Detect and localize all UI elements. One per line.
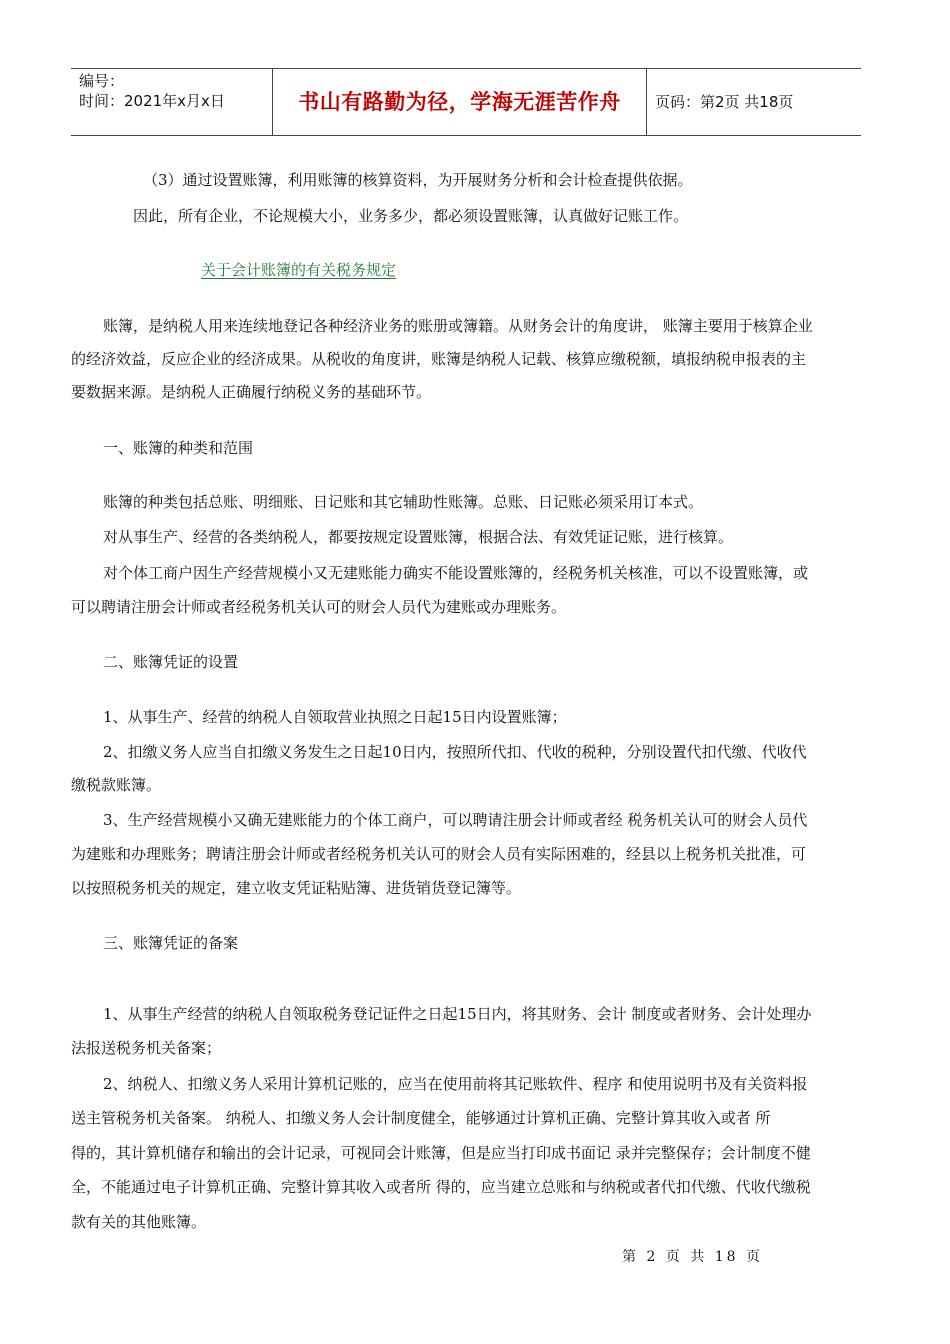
link-heading-text[interactable]: 关于会计账簿的有关税务规定: [201, 261, 397, 279]
paragraph-line: （3）通过设置账簿，利用账簿的核算资料，为开展财务分析和会计检查提供依据。: [143, 171, 693, 189]
page-footer: 第 2 页 共 18 页: [622, 1249, 763, 1265]
paragraph-line: 对从事生产、经营的各类纳税人，都要按规定设置账簿，根据合法、有效凭证记账，进行核算。: [103, 528, 734, 546]
paragraph-line: 得的，其计算机储存和输出的会计记录，可视同会计账簿，但是应当打印成书面记 录并完整保存；会计制度不健: [71, 1144, 811, 1162]
paragraph-line: 送主管税务机关备案。 纳税人、扣缴义务人会计制度健全，能够通过计算机正确、完整计算其收入或者 所: [71, 1109, 771, 1127]
header-meta: [71, 69, 273, 135]
header-date-label: 时间：2021年x月x日: [79, 92, 225, 110]
paragraph-line: 为建账和办理账务；聘请注册会计师或者经税务机关认可的财会人员有实际困难的，经县以上税务机关批准，可: [71, 845, 807, 863]
section-heading: 二、账簿凭证的设置: [103, 653, 239, 671]
paragraph-line: 3、生产经营规模小又确无建账能力的个体工商户，可以聘请注册会计师或者经 税务机关认可的财会人员代: [103, 811, 808, 829]
paragraph-line: 1、从事生产、经营的纳税人自领取营业执照之日起15日内设置账簿；: [103, 708, 567, 726]
section-link-heading[interactable]: [71, 259, 950, 281]
paragraph-line: 2、纳税人、扣缴义务人采用计算机记账的，应当在使用前将其记账软件、程序 和使用说明书及有关资料报: [103, 1075, 808, 1093]
paragraph-line: 要数据来源。是纳税人正确履行纳税义务的基础环节。: [71, 383, 432, 401]
paragraph-line: 因此，所有企业，不论规模大小，业务多少，都必须设置账簿，认真做好记账工作。: [133, 207, 689, 225]
section-heading: 一、账簿的种类和范围: [103, 439, 254, 457]
paragraph-line: 账簿，是纳税人用来连续地登记各种经济业务的账册或簿籍。从财务会计的角度讲， 账簿主要用于核算企业: [103, 317, 813, 335]
header-motto: 书山有路勤为径，学海无涯苦作舟: [273, 69, 647, 135]
paragraph-line: 对个体工商户因生产经营规模小又无建账能力确实不能设置账簿的，经税务机关核准，可以不设置账簿，或: [103, 564, 809, 582]
paragraph-line: 1、从事生产经营的纳税人自领取税务登记证件之日起15日内，将其财务、会计 制度或者财务、会计处理办: [103, 1005, 812, 1023]
paragraph-line: 2、扣缴义务人应当自扣缴义务发生之日起10日内，按照所代扣、代收的税种，分别设置代扣代缴、代收代: [103, 743, 807, 761]
header-page-label: 页码：第2页 共18页: [655, 93, 794, 111]
paragraph-line: 缴税款账簿。: [71, 776, 162, 794]
paragraph-line: 账簿的种类包括总账、明细账、日记账和其它辅助性账簿。总账、日记账必须采用订本式。: [103, 493, 704, 511]
paragraph-line: 的经济效益，反应企业的经济成果。从税收的角度讲，账簿是纳税人记载、核算应缴税额，填报纳税申报表的主: [71, 350, 807, 368]
paragraph-line: 可以聘请注册会计师或者经税务机关认可的财会人员代为建账或办理账务。: [71, 598, 567, 616]
paragraph-line: 全，不能通过电子计算机正确、完整计算其收入或者所 得的，应当建立总账和与纳税或者代扣代缴、代收代缴税: [71, 1178, 811, 1196]
paragraph-line: 以按照税务机关的规定，建立收支凭证粘贴簿、进货销货登记簿等。: [71, 879, 522, 897]
section-heading: 三、账簿凭证的备案: [103, 934, 239, 952]
paragraph-line: 法报送税务机关备案；: [71, 1039, 222, 1057]
paragraph-line: 款有关的其他账簿。: [71, 1213, 207, 1231]
header-code-label: 编号：: [79, 72, 125, 90]
page-header: [71, 68, 861, 136]
